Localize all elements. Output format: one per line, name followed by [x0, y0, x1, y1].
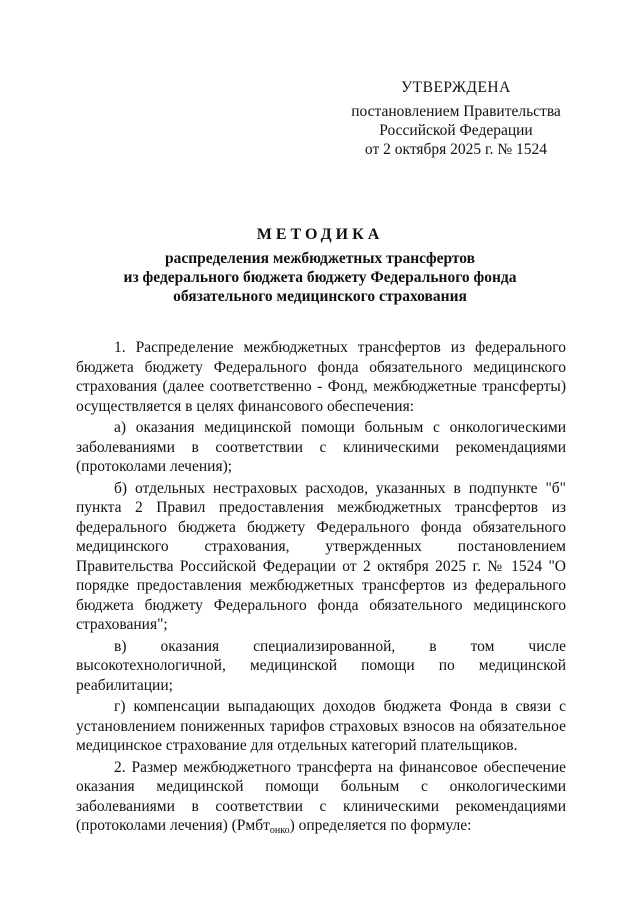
formula-subscript: онко [269, 825, 290, 836]
paragraph-1b: б) отдельных нестраховых расходов, указанных в подпункте "б" пункта 2 Правил предоставления межбюджетных трансфертов из федерального бюджета бюджету Федерального фонда обязательного медицинского страхования, утвержденных постановлением Правительства Российской Федерации от 2 октября 2025 г. № 1524 "О порядке предоставления межбюджетных трансфертов из федерального бюджета бюджету Федерального фонда обязательного медицинского страхования"; [76, 479, 566, 633]
document-title: МЕТОДИКА [256, 226, 384, 243]
approval-title: УТВЕРЖДЕНА [401, 79, 511, 96]
subtitle-line: обязательного медицинского страхования [173, 288, 467, 305]
paragraph-2 [76, 758, 566, 841]
paragraph-1a: а) оказания медицинской помощи больным с онкологическими заболеваниями в соответствии с клиническими рекомендациями (протоколами лечения); [76, 419, 566, 475]
subtitle-line: распределения межбюджетных трансфертов [164, 250, 476, 267]
approval-stamp [346, 78, 566, 159]
formula-symbol: Рмбт [236, 817, 270, 834]
approval-date-line: от 2 октября 2025 г. № 1524 [364, 141, 548, 158]
approval-line: Российской Федерации [379, 122, 533, 139]
subtitle-line: из федерального бюджета бюджету Федерального фонда [123, 269, 517, 286]
paragraph-1v: в) оказания специализированной, в том числе высокотехнологичной, медицинской помощи по медицинской реабилитации; [76, 637, 566, 694]
document-body [76, 338, 566, 843]
paragraph-2-text: 2. Размер межбюджетного трансферта на финансовое обеспечение оказания медицинской помощи больным с онкологическими заболеваниями в соответствии с клиническими рекомендациями (протоколами лечения) ( [76, 758, 566, 834]
document-subtitle [0, 249, 640, 306]
paragraph-2-tail: ) определяется по формуле: [289, 817, 472, 834]
approval-line: постановлением Правительства [351, 103, 561, 120]
paragraph-1g: г) компенсации выпадающих доходов бюджета Фонда в связи с установлением пониженных тарифов страховых взносов на обязательное медицинское страхование для отдельных категорий плательщиков. [76, 698, 566, 754]
paragraph-1: 1. Распределение межбюджетных трансфертов из федерального бюджета бюджету Федерального фонда обязательного медицинского страхования (далее соответственно - Фонд, межбюджетные трансферты) осуществляется в целях финансового обеспечения: [76, 339, 566, 415]
